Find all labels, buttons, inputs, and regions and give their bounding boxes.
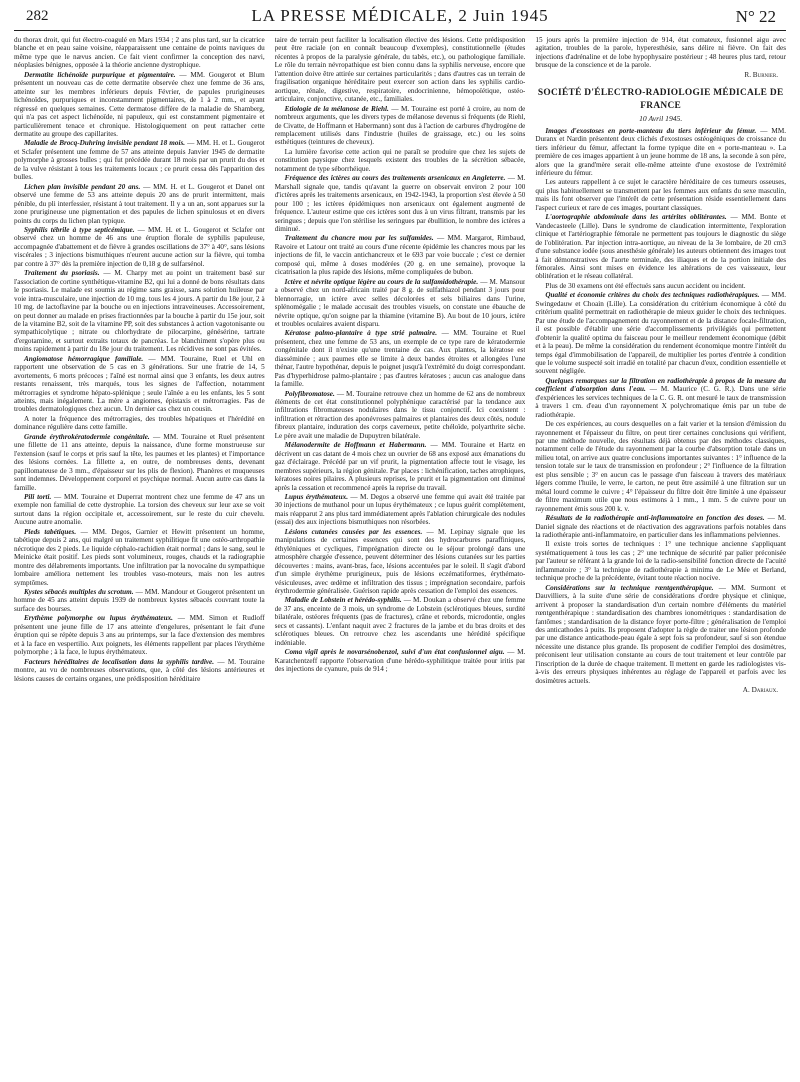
paragraph [535,178,786,212]
article-text: Plus de 30 examens ont été effectués sans aucun accident ou incident. [545,281,746,290]
paragraph [275,174,526,233]
article-heading: Erythème polymorphe ou lupus érythémateux. [24,614,173,623]
article-text: Les auteurs rappellent à ce sujet le caractère héréditaire de ces tumeurs osseuses, qui plus habituellement se transmettent par les femmes aux enfants du sexe masculin, mais ils font observer que l'intérêt de cette présentation réside essentiellement dans l'aspect curieux et rare de ces images, pourtant classiques. [535,178,787,212]
article-text: — MM. Touraine et Hartz en décrivent un cas datant de 4 mois chez un ouvrier de 68 ans exposé aux émanations du gaz d'éclairage. Précédé par un vif prurit, la pigmentation affecte tout le visage, les membres supérieurs, la région génitale. Par places : lichénification, taches atrophiques, kératoses noires pilaires. A plusieurs reprises, le prurit et la pigmentation ont diminué après la cessation et recommencé après la reprise du travail. [274,441,526,492]
article-text: — MM. Touraine, Ruel et Uhl en rapportent une observation de 5 cas en 3 générations. Sur une fratrie de 14, 5 avortements, 6 morts précoces ; l'aîné est normal ainsi que 3 enfants, les deux autres restants renaissent, très marqués, tous les signes de l'affection, notamment métrorragies et syndrome hépato-splénique ; seule l'aînée a eu les enfants, les 5 sont atteints, mais inégalement. La mère a angiomes, épistaxis et métrorragies. Pas de troubles dermatologiques chez aucun. Un dernier cas chez un cousin. [14,354,265,414]
article-text: — M. Touraine est porté à croire, au nom de nombreux arguments, que les divers types de mélanose devenus si fréquents (de Riehl, de Civatte, de Hoffmann et Habermann) sont dus à l'action de carbures d'hydrogène de remplacement utilisés dans l'industrie (huiles de graissage, etc.) ou les soins esthétiques (teintures de cheveux). [274,104,526,147]
paragraph [275,596,526,647]
report-signature: A. Dariaux. [742,686,779,695]
article-text: — M. Degos a observé une femme qui avait été traitée par 30 injections de muthanol pour un lupus érythémateux ; ce lupus guérit complètement, mais réapparut 2 ans plus tard immédiatement après l'ablation chirurgicale des nodules (essai) des aux injections bismuthiques non résorbées. [274,493,526,527]
article-text: La lumière favorise cette action qui ne paraît se produire que chez les sujets de constitution paysique chez lesquels existent des troubles de la sécrétion sébacée, notamment de type séborrhéique. [274,147,526,173]
article-text: — MM. Simon et Rudloff présentent une jeune fille de 17 ans atteinte d'engelures, présentant le fait d'une éruption qui se répète depuis 3 ans au printemps, sur la face d'extension des membres et à la face en vespertilio. Aux poignets, les éléments rappellent par places l'érythème polymorphe ; à la face, le lupus érythémateux. [14,614,265,657]
paragraph [14,433,265,492]
column-3 [535,36,786,1076]
article-text: — MM. Touraine et Duperrat montrent chez une femme de 47 ans un exemple non familial de cette dystrophie. La torsion des cheveux sur leur axe se voit surtout dans la région occipitale et, accessoirement, sur le reste du cuir chevelu. Aucune autre anomalie. [14,493,265,527]
paragraph [275,36,526,104]
paragraph [14,588,265,613]
article-text: — MM. Duranx et Nardin présentent deux clichés d'exostoses ostéogéniques de croissance du tiers inférieur du fémur, affectant la forme typique dite en « porte-manteau ». La première de ces images appartient à un jeune homme de 18 ans, la seconde à son père, alors que la grand'mère serait elle-même atteinte d'une exostose de l'extrémité inférieure du fémur. [535,126,787,177]
column-1 [14,36,265,1076]
article-heading: L'aortographie abdominale dans les artérites oblitérantes. [545,213,727,222]
paragraph [14,658,265,683]
article-text: — M. Touraine retrouve chez un homme de 62 ans de nombreux éléments de cet état constitutionnel polyphénique caractérisé par la tendance aux infiltrations fibromateuses nodulaires dans le tissu conjonctif. Ici coexistent : infiltration et rétraction des aponévroses palmaires et plantaires des deux côtés, nodule fibreux plantaire, induration des corps caverneux, petite chéloïde, polyarthrite sèche. Le père avait une maladie de Dupuytren bilatérale. [274,389,526,440]
society-reports [535,127,786,685]
article-text: taire de terrain peut faciliter la localisation élective des lésions. Cette prédisposition peut être raciale (on en connaît beaucoup d'exemples), constitutionnelle (études récentes à propos de la paralysie générale, du tabès, etc.), ou pathologique familiale. Le rôle du terrain névropathique est bien connu dans la syphilis nerveuse, encore que l'attention doive être attirée sur certaines particularités ; dans d'autres cas un terrain de fragilisation organique héréditaire peut exercer son action dans les syphilis cardio-aortique, rénale, digestive, respiratoire, endocrinienne, hémopoïétique, ostéo-articulaire, conjonctive, cutanée, etc., familiales. [274,36,526,104]
article-heading: Images d'exostoses en porte-manteau du tiers inférieur du fémur. [545,126,757,135]
article-heading: Kystes sébacés multiples du scrotum. [24,588,134,596]
paragraph [275,493,526,527]
article-text: — M. Charpy met au point un traitement basé sur l'association de cortine synthétique-vitamine B2, qui lui a donné de bons résultats dans le psoriasis. Le malade est soumis au régime sans graisse, sans solution huileuse par voie intra-musculaire, une injection de 10 mg. tous les 4 jours. A partir du 18e jour, 2 à 10 mg. de lactoflavine par la bouche ou en injections intraveineuses. Accessoirement, on peut donner au malade en prises fractionnées par la bouche à partir du 15e jour, soit de la vitamine B2, soit de la vitamine PP, soit des substances à action vagotonisante ou sympathicolytique ; nitrate ou chlorhydrate de pilocarpine, génésérine, tartrate d'ergotamine, et surtout extraits totaux de pancréas. Le blanchiment s'opère plus ou moins rapidement à partir du 18e jour du traitement. Les récidives ne sont pas évitées. [14,269,265,354]
article-heading: Grande érythrokératodermie congénitale. [24,432,150,441]
article-heading: Traitement du psoriasis. [24,269,100,278]
article-text: — MM. Swingedauw et Choain (Lille). La considération du critérium économique à côté du critérium qualité permettrait en radiothérapie de mieux guider le choix des techniques. Par une étude de l'accompagnement du rayonnement et de la distance focale-filtration, il est possible d'établir une série d'accomplissements privilégiés qui permettent d'obtenir la qualité optima du faisceau pour le meilleur rendement économique (débit et à la peau). De même la considération du rendement économique montre l'intérêt du temps égal d'immobilisation de l'appareil, de multiplier les portes d'entrée à condition que le volume suspecté soit irradié en totalité par chacun d'eux, condition essentielle et souvent négligée. [535,291,787,376]
paragraph [14,355,265,414]
article-text: — MM. H. et L. Gougerot et Sclafer présentent une femme de 57 ans atteinte depuis Janvier 1945 de dermatite polymorphe à grosses bulles ; qui fut précédée durant 18 mois par un prurit du dos et de la vulve résistant à tous les traitements locaux ; ce prurit cessa dès l'apparition des bulles. [14,139,265,182]
author-signature: R. Burnier. [744,70,779,79]
paragraph [535,514,786,539]
paragraph [535,291,786,376]
article-text: — M. Doukan a observé chez une femme de 37 ans, enceinte de 3 mois, un syndrome de Lobstein (sclérotiques bleues, surdité bilatérale, ostéores fréquents (pas de fractures), crâne et rebords, microdontie, ongles secs et cassants). L'enfant naquit avec 2 fractures de la jambe et du bras droits et des sclérotiques bleues. On retrouve chez les ascendants une hérédité spécifique indéniable. [274,596,526,647]
paragraph [14,226,265,268]
article-text: — M. Lepinay signale que les manipulations de certaines essences qui sont des hydrocarbures paraffiniques, éthyléniques et cycliques, l'imprégnation directe ou le séjour prolongé dans une atmosphère chargée d'essence, peuvent déterminer des lésions cutanées sur les parties découvertes : mains, avant-bras, face, lésions accentuées par le soleil. Il s'agit d'abord d'un simple érythème prurigineux, puis de lésions eczématiformes, érythémato-vésiculeuses, avec œdème et infiltration des tissus ; imprégnation secondaire, parfois érythrodermie généralisée. Guérison rapide après cessation de l'emploi des essences. [274,527,526,595]
paragraph [14,415,265,432]
article-text: — MM. Margarot, Rimbaud, Ravoire et Latour ont traité au cours d'une récente épidémie les chancres mous par les injections de fil, le vaccin antichancreux et le 693 par voie buccale ; c'est ce dernier composé qui, même à doses modérées (20 g. en une semaine), provoque la cicatrisation la plus rapide des lésions, même compliquées de bubon. [274,234,526,277]
issue-number: N° 22 [735,7,776,26]
paragraph [535,127,786,178]
article-text: A noter la fréquence des métrorragies, des troubles hépatiques et l'hérédité en dominance régulière dans cette famille. [14,414,265,432]
article-heading: Coma vigil après le novarsénobenzol, suivi d'un état confusionnel aigu. [284,648,505,657]
article-text: — MM. Mandour et Gougerot présentent un homme de 45 ans atteint depuis 1939 de nombreux kystes sébacés couvrant toute la surface des bourses. [14,588,265,613]
article-heading: Traitement du chancre mou par les sulfamides. [284,234,434,243]
paragraph [535,213,786,281]
masthead [14,6,786,31]
article-heading: Pieds tabétiques. [24,527,77,536]
paragraph [275,105,526,147]
paragraph [14,614,265,656]
article-heading: Polyfibromatose. [284,389,335,398]
article-continuation: 15 jours après la première injection de 914, état comateux, fusionnel aigu avec agitation, troubles de la parole, hyperesthésie, sans délire ni fièvre. On fait des injections d'adrénaline et de lobe hypophysaire postérieur ; 48 heures plus tard, retour brusque de la conscience et de la parole. [535,36,787,70]
article-text: — M. Maurice (C. G. R.). Dans une série d'expériences les services techniques de la C. G. R. ont mesuré le taux de transmission à travers 1 cm. d'eau d'un rayonnement X polychromatique émis par un tube de radiothérapie. [535,385,787,419]
paragraph [14,36,265,70]
paragraph [14,528,265,587]
column-2 [275,36,526,1076]
paragraph [275,648,526,673]
article-text: — M. Mansour a observé chez un nord-africain traité par 8 g. de sulfathiazol pendant 3 jours pour blennorragie, un ictère avec selles décolorées et sels biliaires dans l'urine, splénomégalie ; le malade accusait des troubles visuels, on constate une ébauche de névrite optique, qu'on soigne par la thiamine (vitamine B). Au bout de 10 jours, ictère et troubles oculaires avaient disparu. [274,277,526,328]
article-text: — MM. Gougerot et Blum présentent un nouveau cas de cette dermatite observée chez une femme de 36 ans, atteinte sur les membres inférieurs depuis Février, de papules prurigineuses lichénoïdes, purpuriques et inconstamment pigmentaires, de 1 à 2 mm., et ayant régressé en quelques semaines. Cette dermatose diffère de la maladie de Shamberg, qui n'a pas cet aspect lichénoïde, ni papuleux, qui est constamment pigmentaire et particulièrement tenace et chronique. Histologiquement on peut rattacher cette dermatite au groupe des capillarites. [14,70,265,138]
article-heading: Quelques remarques sur la filtration en radiothérapie à propos de la mesure du coefficient d'absorption dans l'eau. [535,376,787,394]
article-heading: Ictère et névrite optique légère au cours de la sulfamidothérapie. [284,277,479,286]
paragraph [275,148,526,173]
paragraph [14,71,265,139]
article-text: du thorax droit, qui fut électro-coagulé en Mars 1934 ; 2 ans plus tard, sur la cicatrice blanche et en peau saine voisine, réapparaissent une centaine de points naviques du même type que le nævus ancien. Ce fait vient confirmer la conception des nævi, néoplasies bénignes, opposée à la théorie ancienne dystrophique. [14,36,265,70]
paragraph [535,377,786,419]
paragraph [275,528,526,596]
paragraph [14,139,265,181]
article-heading: Lichen plan invisible pendant 20 ans. [24,182,141,191]
article-heading: Qualité et économie critères du choix des techniques radiothérapiques. [545,291,760,300]
article-text: — MM. Surmont et Dauvilliers, à la suite d'une série de considérations d'ordre physique et clinique, arrivent à proposer la standardisation d'un certain nombre d'éléments du matériel rœntgenthérapique : standardisation des chambres ionométriques : standardisation de fantômes ; standardisation de la distance foyer porte-filtre ; généralisation de l'emploi des anticathodes à puits. Ils proposent d'adopter la règle de traiter une lésion profonde par une distance anticathode-peau égale à sept fois sa profondeur, sauf si son étendue nécessite une distance plus grande. Ils proposent de codifier l'emploi des dosimètres, préconisent leur utilisation constante au cours de tout traitement et leur contrôle par l'inscription de la durée de chaque traitement. Il mettent en garde les radiologistes vis-à-vis des erreurs physiques inhérentes au réglage de l'appareil et parfois avec les dosimètres actuels. [535,583,787,685]
paragraph [275,278,526,329]
paragraph [535,282,786,290]
article-heading: Maladie de Lobstein et hérédo-syphilis. [284,596,402,605]
session-date: 10 Avril 1945. [639,114,683,124]
article-heading: Résultats de la radiothérapie anti-inflammatoire en fonction des doses. [545,514,765,523]
article-heading: Etiologie de la mélanose de Riehl. [284,104,389,113]
article-text: — M. Marshall signale que, tandis qu'avant la guerre on observait environ 2 pour 100 d'ictères après les traitements arsenicaux, en 1942-1943, la proportion s'est élevée à 50 pour 100 ; les ictères épidémiques non arsenicaux ont également augmenté de fréquence. L'auteur estime que ces ictères sont dus à un virus filtrant, transmis par les seringues ; depuis que l'on stérilise les seringues par ébullition, le nombre des ictères a diminué. [274,174,526,233]
article-heading: Fréquence des ictères au cours des traitements arsenicaux en Angleterre. [284,174,506,183]
paragraph [275,441,526,492]
article-heading: Lupus érythémateux. [284,493,348,502]
article-heading: Mélanodermite de Hoffmann et Habermann. [284,441,427,450]
article-text: — MM. H. et L. Gougerot et Danel ont observé une femme de 53 ans atteinte depuis 20 ans de prurit intermittent, mais pénible, du pli interfessier, résistant à tout traitement. Il y a un an, sont apparues sur la zone prurigineuse une pigmentation et des papules de lichen spinulosus et en divers points du corps du lichen plan typique. [14,182,265,225]
article-text: — M. Karatchentzeff rapporte l'observation d'une hérédo-syphilitique traitée pour iritis par des injections de cyanure, puis de 914 ; [274,648,526,674]
article-heading: Considérations sur la technique rœntgenthérapique. [545,583,714,592]
article-heading: Syphilis tébrile à type septicémique. [24,225,135,234]
paragraph [275,234,526,276]
article-heading: Dermatite lichénoïde purpurique et pigmentaire. [24,70,176,79]
article-heading: Maladie de Brocq-Duhring invisible pendant 18 mois. [24,139,186,148]
paragraph [14,493,265,527]
article-text: — M. Daniel signale des réactions et de réactivation des aggravations parfois notables dans la radiothérapie anti-inflammatoire, en particulier dans les inflammations pelviennes. [535,514,787,540]
article-heading: Pili torti. [24,493,52,502]
paragraph [535,540,786,582]
article-text: — MM. Bonte et Vandecasteele (Lille). Dans le syndrome de claudication intermittente, l'exploration clinique et l'artériographie fémorale ne permettent pas toujours le diagnostic du siège de l'oblitération. Par injection intra-aortique, au niveau de la 3e lombaire, de 20 cm3 d'une substance iodée (sous anesthésie générale) les auteurs obtiennent des images tout à fait démonstratives de l'aorte terminale, des iliaques et de la portion initiale des fémorales. Ainsi sont mises en évidence les altérations de ces vaisseaux, leur oblitération et le réseau collatéral. [535,213,787,281]
society-heading: SOCIÉTÉ D'ÉLECTRO-RADIOLOGIE MÉDICALE DE FRANCE [537,88,784,112]
article-heading: Lésions cutanées causées par les essences. [284,527,423,536]
newspaper-page [14,6,786,1076]
article-text: De ces expériences, au cours desquelles on a fait varier et la tension d'émission du rayonnement et l'épaisseur du filtre, on peut tirer certaines conclusions qui vérifient, par une méthode nouvelle, des résultats déjà obtenus par des méthodes classiques, notamment celle de l'étude du rayonnement par la courbe d'absorption totale dans un milieu total, on arrive aux quatre conclusions importantes suivantes : 1° influence de la tension totale sur le taux de transmission en profondeur ; 2° l'influence de la filtration est plus sensible ; 3° en aucun cas le passage d'un faisceau à travers des matériaux légers comme l'huile, le verre, le carton, ne peut être assimilé à une filtration sur un métal lourd comme le cuivre ; 4° l'épaisseur du filtre doit être limitée à une épaisseur de filtre maximum utile que nous estimons à 1 mm., 1 mm. 5 de cuivre pour un rayonnement émis sous 200 k. v. [535,420,787,513]
article-text: Il existe trois sortes de techniques : 1° une technique ancienne s'appliquant systématiquement à tous les cas ; 2° une technique de sécurité par palier préconisée par l'auteur se référant à la grande loi de la radio-sensibilité fonction directe de l'acuité inflammatoire ; 3° la technique de radiothérapie à minima de Le Mée et Berland, technique proche de la précédente, évitant toute réaction nocive. [535,540,787,583]
article-text: — MM. Degos, Garnier et Hewitt présentent un homme, tabétique depuis 2 ans, qui malgré un traitement syphilitique fit une ostéo-arthropathie nécrotique des 2 pieds. Le liquide céphalo-rachidien était normal ; dans le sang, seul le Meinicke était positif. Les pieds sont volumineux, rouges, chauds et la radiographie montre des délabrements importants. Une infiltration par la novocaïne du sympathique lombaire améliora nettement les troubles vaso-moteurs, mais non les autres symptômes. [14,527,265,587]
paragraph [14,183,265,225]
paragraph [14,269,265,354]
article-text: — M. Touraine montre, au vu de nombreuses observations, que, à côté des lésions antérieures et lésions causes de certains organes, une prédisposition héréditaire [14,657,265,683]
article-heading: Angiomatose hémorragique familiale. [24,354,144,363]
article-text: — MM. Touraine et Ruel présentent, chez une femme de 53 ans, un exemple de ce type rare de kératodermie congénitale dont il n'existe qu'une trentaine de cas. Aux plantes, la kératose est diasséminée ; aux paumes elle se limite à deux bandes étroites et allongées l'une thénar, l'autre hypothénar, depuis le poignet jusqu'à l'extrémité du doigt correspondant. Pas d'hyperhidrose palmo-plantaire ; pas d'autres kératoses ; aucun cas analogue dans la famille. [274,329,526,389]
journal-title: LA PRESSE MÉDICALE, 2 Juin 1945 [251,6,549,25]
paragraph [535,584,786,685]
article-text: — MM. Touraine et Ruel présentent une fillette de 11 ans atteinte, depuis la naissance, d'une forme monstrueuse sur l'extension (sauf le corps et pris sauf la tête, les paumes et les plantes) et l'importance des lésions cornées. La fillette a, en outre, de nombreuses dents, devenant papillomateuse de 3 mm., d'épaisseur sur les plis de flexion). Phanères et muqueuses sont indemnes. Développement corporel et psychique normal. Aucun autre cas dans la famille. [14,432,265,492]
columns [14,36,786,1076]
paragraph [275,329,526,388]
page-number: 282 [26,8,49,24]
paragraph [275,390,526,441]
article-heading: Facteurs héréditaires de localisation dans la syphilis tardive. [24,657,215,666]
article-text: — MM. H. et L. Gougerot et Sclafer ont observé chez un homme de 46 ans une éruption florale de syphilis papuleuse, accompagnée d'abattement et de fièvre à grandes oscillations de 37° à 40°, sans lésions viscérales ; 3 injections bismuthiques n'eurent aucune action sur la fièvre, qui tomba par contre à 37° dès la première injection de 0,18 g de sulfarsénol. [14,225,265,268]
article-heading: Kératose palmo-plantaire à type strié palmaire. [284,329,438,338]
paragraph [535,420,786,513]
